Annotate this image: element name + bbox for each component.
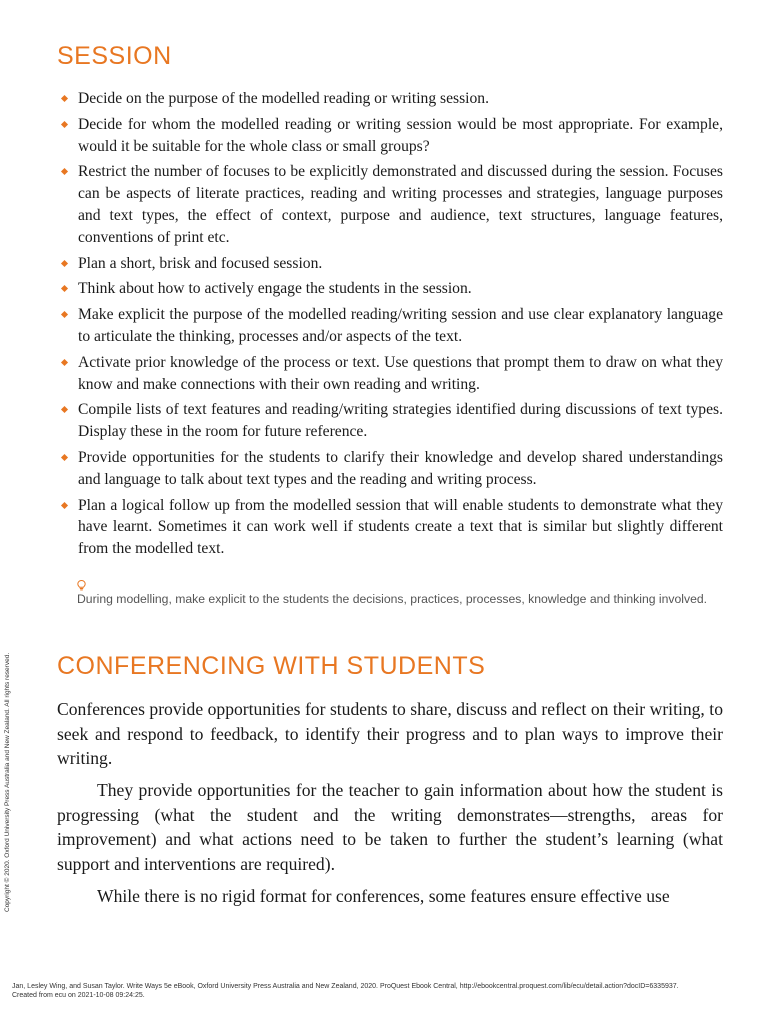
list-item [57, 88, 723, 110]
page-footer [12, 983, 752, 1000]
list-item-text: Compile lists of text features and reading/writing strategies identified during discussions of text types. Display these in the room for future reference. [78, 401, 723, 441]
list-item [57, 161, 723, 248]
list-item [57, 399, 723, 443]
footer-created: Created from ecu on 2021-10-08 09:24:25. [12, 991, 145, 999]
bullet-icon [61, 311, 68, 318]
list-item-text: Activate prior knowledge of the process or text. Use questions that prompt them to draw on what they know and make connections with their own reading and writing. [78, 353, 723, 393]
list-item [57, 278, 723, 300]
list-item-text: Restrict the number of focuses to be explicitly demonstrated and discussed during the session. Focuses can be aspects of literate practices, reading and writing processes and strategies, language purposes and text types, the effect of context, purpose and audience, text structures, language features, conventions of print etc. [78, 163, 723, 246]
body-paragraph: Conferences provide opportunities for students to share, discuss and reflect on their writing, to seek and respond to feedback, to identify their progress and to plan ways to improve their writing. [57, 699, 723, 768]
list-item [57, 304, 723, 348]
footer-citation: Jan, Lesley Wing, and Susan Taylor. Write Ways 5e eBook, Oxford University Press Australia and New Zealand, 2020. ProQuest Ebook Central, http://ebookcentral.proquest.com/lib/ecu/detail.action?docID=6335937. [12, 983, 679, 990]
tip-text: During modelling, make explicit to the students the decisions, practices, processes, knowledge and thinking involved. [77, 592, 708, 606]
body-paragraph: While there is no rigid format for conferences, some features ensure effective use [97, 886, 670, 906]
bullet-icon [61, 359, 68, 366]
list-item [57, 447, 723, 491]
section-heading-session: SESSION [57, 42, 172, 70]
session-bullet-list [57, 88, 723, 564]
list-item-text: Decide for whom the modelled reading or writing session would be most appropriate. For example, would it be suitable for the whole class or small groups? [78, 115, 723, 155]
list-item-text: Plan a logical follow up from the modelled session that will enable students to demonstrate what they have learnt. Sometimes it can work well if students create a text that is similar but slightly different from the modelled text. [78, 496, 723, 558]
bullet-icon [61, 406, 68, 413]
bullet-icon [61, 454, 68, 461]
bullet-icon [61, 260, 68, 267]
side-copyright-notice: Copyright © 2020. Oxford University Press Australia and New Zealand. All rights reserved. [4, 652, 11, 912]
list-item [57, 495, 723, 560]
bullet-icon [61, 95, 68, 102]
bullet-icon [61, 502, 68, 509]
section-heading-conferencing: CONFERENCING WITH STUDENTS [57, 652, 486, 680]
body-paragraph: They provide opportunities for the teacher to gain information about how the student is progressing (what the student and the writing demonstrates—strengths, areas for improvement) and what actions need to be taken to further the student’s learning (what support and interventions are required). [57, 780, 723, 874]
bullet-icon [61, 168, 68, 175]
bullet-icon [61, 285, 68, 292]
list-item [57, 352, 723, 396]
list-item [57, 253, 723, 275]
list-item [57, 114, 723, 158]
list-item-text: Plan a short, brisk and focused session. [78, 254, 323, 272]
list-item-text: Make explicit the purpose of the modelled reading/writing session and use clear explanatory language to articulate the thinking, processes and/or aspects of the text. [78, 306, 723, 345]
list-item-text: Think about how to actively engage the students in the session. [78, 280, 472, 298]
list-item-text: Decide on the purpose of the modelled reading or writing session. [78, 90, 489, 107]
list-item-text: Provide opportunities for the students to clarify their knowledge and develop shared understandings and language to talk about text types and the reading and writing process. [78, 448, 723, 488]
bullet-icon [61, 121, 68, 128]
